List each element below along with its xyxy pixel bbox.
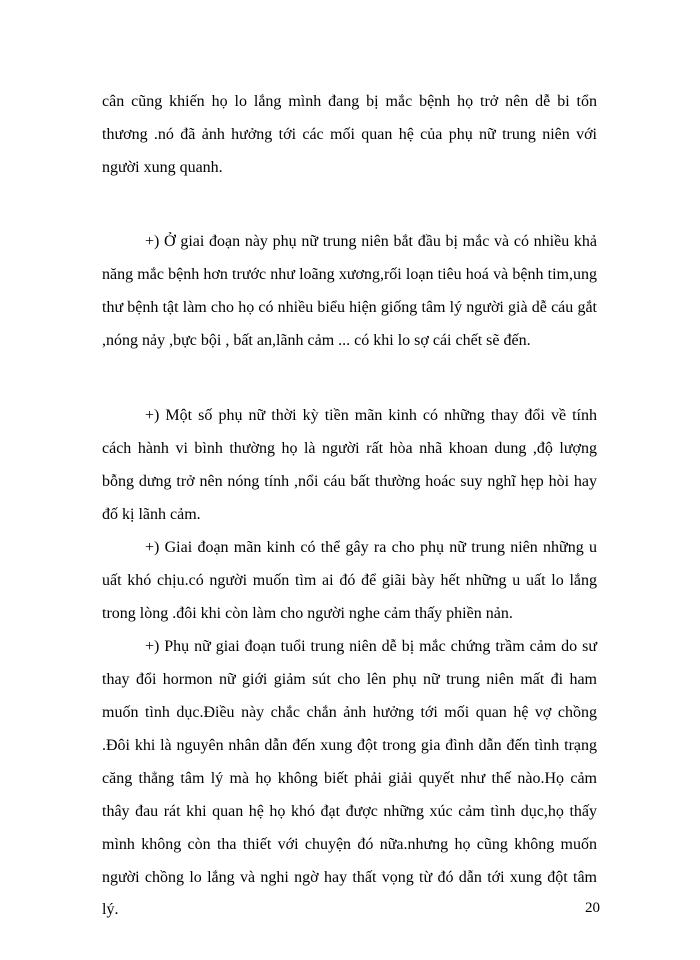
text-line: thư bệnh tật làm cho họ có nhiều biểu hiện giống tâm lý người già dễ cáu gắt xyxy=(102,299,597,316)
text-line: cách hành vi bình thường họ là người rất hòa nhã khoan dung ,độ lượng xyxy=(102,440,597,457)
text-line: lý. xyxy=(102,901,119,918)
text-line: mình không còn tha thiết với chuyện đó nữa.nhưng họ cũng không muốn xyxy=(102,836,597,853)
paragraph-start-line: +) Phụ nữ giai đoạn tuổi trung niên dễ bị mắc chứng trầm cảm do sư xyxy=(145,638,597,655)
text-line: thương .nó đã ảnh hưởng tới các mối quan hệ của phụ nữ trung niên với xyxy=(102,126,597,143)
text-line: thay đổi hormon nữ giới giảm sút cho lên phụ nữ trung niên mất đi ham xyxy=(102,671,597,688)
text-line: người chồng lo lắng và nghi ngờ hay thất vọng từ đó dẫn tới xung đột tâm xyxy=(102,869,597,886)
text-line: căng thẳng tâm lý mà họ không biết phải giải quyết như thế nào.Họ cảm xyxy=(102,770,597,787)
text-line: người xung quanh. xyxy=(102,159,223,176)
text-line: cân cũng khiến họ lo lắng mình đang bị mắc bệnh họ trở nên dễ bi tổn xyxy=(102,93,597,110)
paragraph-start-line: +) Một số phụ nữ thời kỳ tiền mãn kinh có những thay đổi về tính xyxy=(145,407,597,424)
text-line: ,nóng nảy ,bực bội , bất an,lãnh cảm ... có khi lo sợ cái chết sẽ đến. xyxy=(102,332,531,349)
paragraph-start-line: +) Ở giai đoạn này phụ nữ trung niên bắt đầu bị mắc và có nhiều khả xyxy=(145,233,597,250)
text-line: năng mắc bệnh hơn trước như loãng xương,rối loạn tiêu hoá và bệnh tim,ung xyxy=(102,266,597,283)
paragraph-start-line: +) Giai đoạn mãn kinh có thể gây ra cho phụ nữ trung niên những u xyxy=(145,539,597,556)
text-line: uất khó chịu.có người muốn tìm ai đó để giãi bày hết những u uất lo lắng xyxy=(102,572,597,589)
text-line: đố kị lãnh cảm. xyxy=(102,506,201,523)
text-line: bỗng dưng trở nên nóng tính ,nổi cáu bất thường hoác suy nghĩ hẹp hòi hay xyxy=(102,473,597,490)
page-number: 20 xyxy=(585,900,600,916)
text-line: trong lòng .đôi khi còn làm cho người nghe cảm thấy phiền nản. xyxy=(102,605,513,622)
text-line: muốn tình dục.Điều này chắc chắn ảnh hưởng tới mối quan hệ vợ chồng xyxy=(102,704,597,721)
text-line: thây đau rát khi quan hệ họ khó đạt được những xúc cảm tình dục,họ thấy xyxy=(102,803,597,820)
text-line: .Đôi khi là nguyên nhân dẫn đến xung đột trong gia đình dẫn đến tình trạng xyxy=(102,737,597,754)
